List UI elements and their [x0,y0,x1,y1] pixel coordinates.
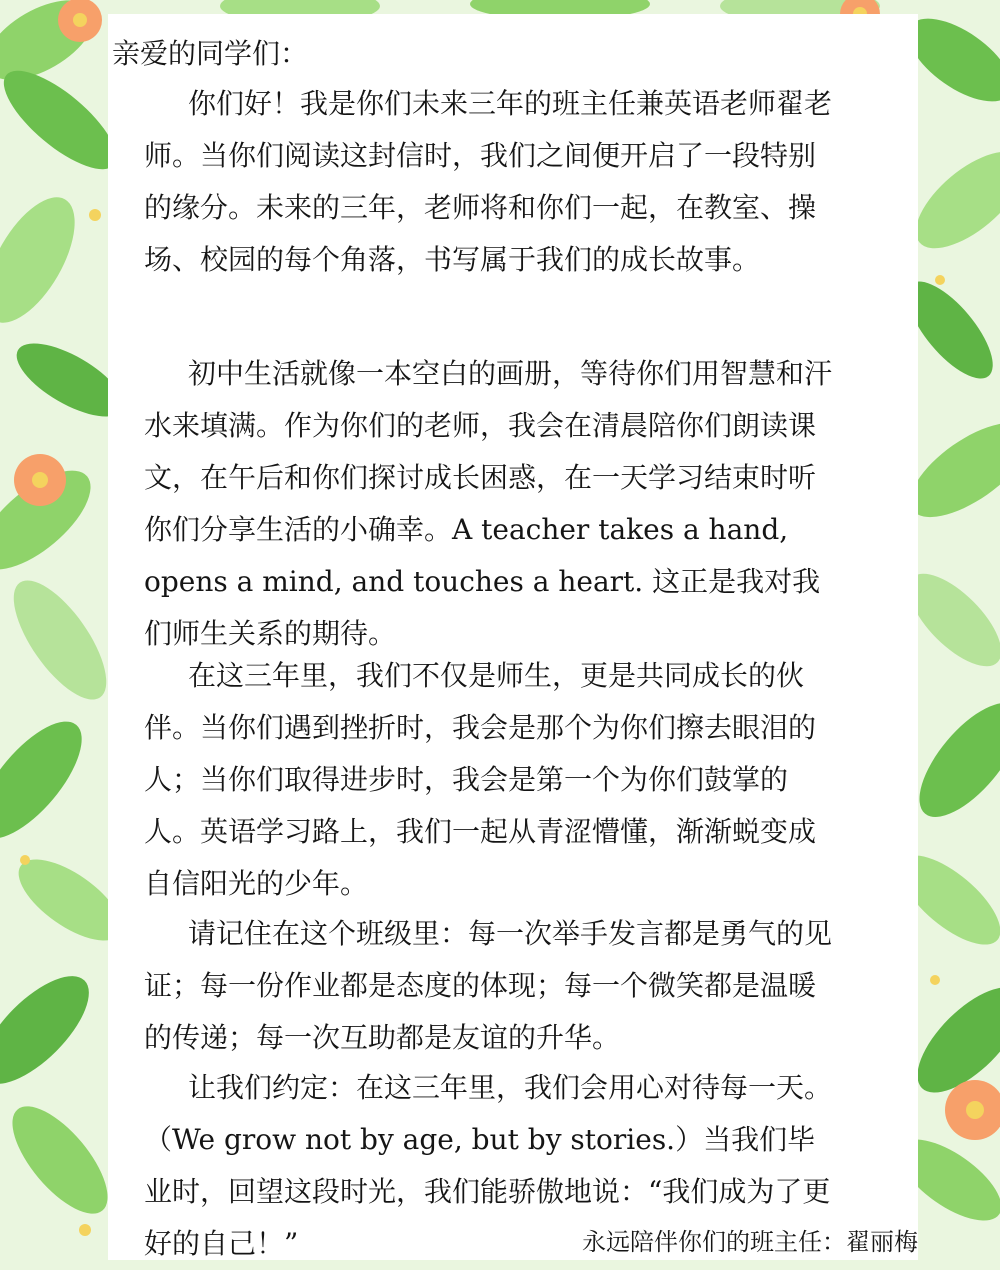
handwritten-letter [108,14,918,1260]
letter-greeting: 亲爱的同学们： [112,37,309,70]
letter-paragraph: 请记住在这个班级里：每一次举手发言都是勇气的见证；每一份作业都是态度的体现；每一个微笑都是温暖的传递；每一次互助都是友谊的升华。 [144,917,833,1054]
letter-paragraph: 你们好！我是你们未来三年的班主任兼英语老师翟老师。当你们阅读这封信时，我们之间便开启了一段特别的缘分。未来的三年，老师将和你们一起，在教室、操场、校园的每个角落，书写属于我们的成长故事。 [144,87,833,276]
letter-paragraph: 初中生活就像一本空白的画册，等待你们用智慧和汗水来填满。作为你们的老师，我会在清晨陪你们朗读课文，在午后和你们探讨成长困惑，在一天学习结束时听你们分享生活的小确幸。A teacher takes a hand, opens a mind, and touches a heart. 这正是我对我们师生关系的期待。 [144,357,833,650]
letter-signature: 永远陪伴你们的班主任：翟丽梅 [582,1228,918,1256]
letter-paragraph: 在这三年里，我们不仅是师生，更是共同成长的伙伴。当你们遇到挫折时，我会是那个为你们擦去眼泪的人；当你们取得进步时，我会是第一个为你们鼓掌的人。英语学习路上，我们一起从青涩懵懂，渐渐蜕变成自信阳光的少年。 [144,659,817,900]
letter-paragraph: 让我们约定：在这三年里，我们会用心对待每一天。（We grow not by age, but by stories.）当我们毕业时，回望这段时光，我们能骄傲地说：“我们成为了更好的自己！” [144,1071,833,1260]
